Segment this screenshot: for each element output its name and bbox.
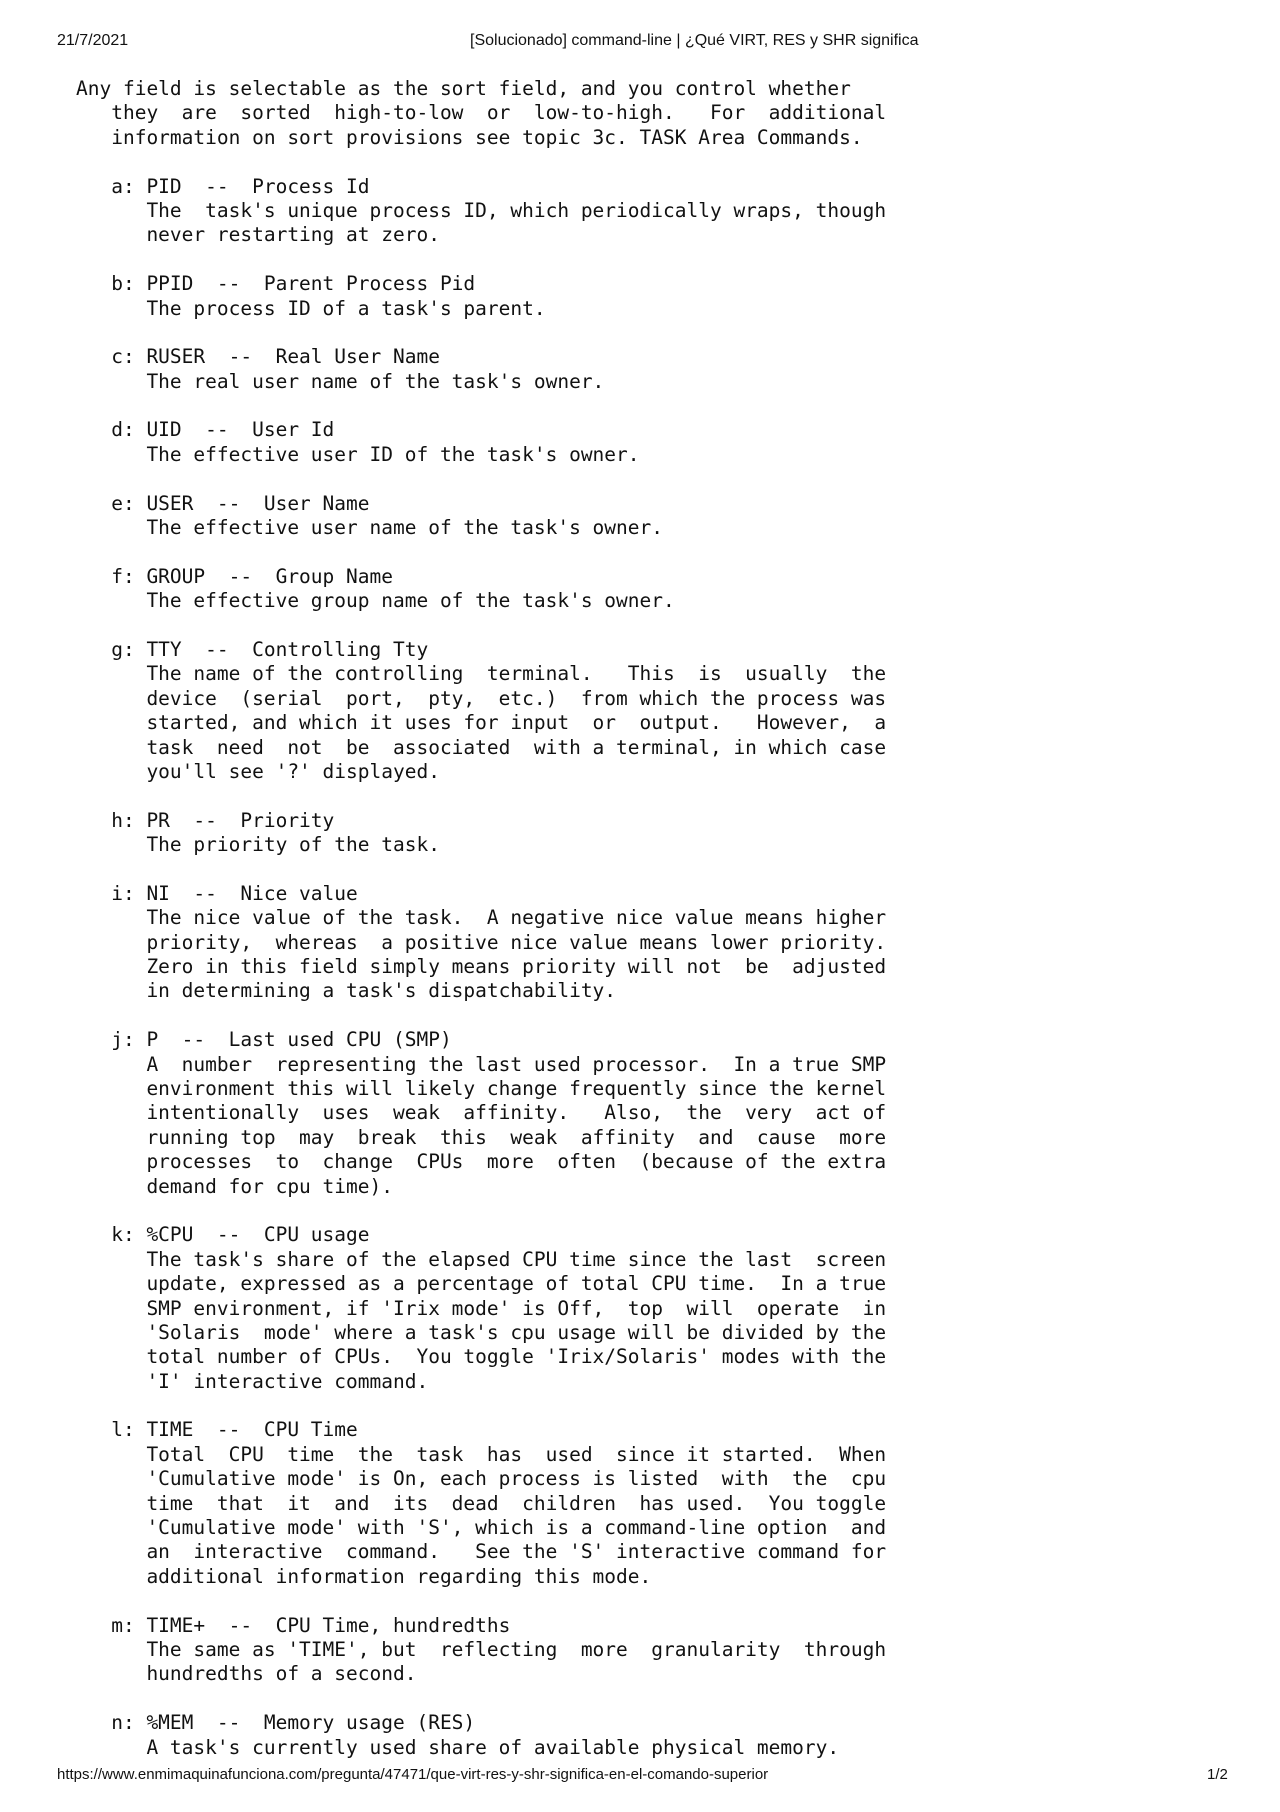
text-line: The name of the controlling terminal. This is usually the (76, 662, 887, 686)
text-line (76, 858, 886, 882)
text-line: The process ID of a task's parent. (76, 296, 546, 320)
text-line (76, 1687, 886, 1711)
text-line: update, expressed as a percentage of total CPU time. In a true (76, 1272, 887, 1296)
text-line: SMP environment, if 'Irix mode' is Off, top will operate in (76, 1296, 887, 1320)
text-line: 'Solaris mode' where a task's cpu usage will be divided by the (76, 1320, 887, 1344)
text-line: demand for cpu time). (76, 1174, 393, 1198)
text-line: f: GROUP -- Group Name (76, 564, 393, 588)
text-line: task need not be associated with a terminal, in which case (76, 735, 887, 759)
text-line: priority, whereas a positive nice value means lower priority. (76, 930, 887, 954)
text-line: hundredths of a second. (76, 1662, 417, 1686)
text-line (76, 150, 886, 174)
text-line (76, 321, 886, 345)
text-line: intentionally uses weak affinity. Also, the very act of (76, 1101, 887, 1125)
text-line: 'Cumulative mode' is On, each process is listed with the cpu (76, 1467, 887, 1491)
document-body (76, 77, 886, 1760)
text-line: h: PR -- Priority (76, 808, 335, 832)
text-line: j: P -- Last used CPU (SMP) (76, 1028, 452, 1052)
text-line: in determining a task's dispatchability. (76, 979, 617, 1003)
text-line (76, 467, 886, 491)
text-line: The nice value of the task. A negative nice value means higher (76, 906, 887, 930)
text-line: Total CPU time the task has used since it started. When (76, 1442, 887, 1466)
text-line (76, 1004, 886, 1028)
text-line: The same as 'TIME', but reflecting more granularity through (76, 1638, 887, 1661)
source-url: https://www.enmimaquinafunciona.com/pregunta/47471/que-virt-res-y-shr-significa-en-el-comando-superior (57, 1766, 769, 1783)
text-line: n: %MEM -- Memory usage (RES) (76, 1711, 476, 1735)
text-line (76, 1589, 886, 1613)
text-line: you'll see '?' displayed. (76, 759, 440, 783)
text-line: an interactive command. See the 'S' interactive command for (76, 1540, 887, 1564)
text-line: e: USER -- User Name (76, 491, 370, 515)
text-line: processes to change CPUs more often (because of the extra (76, 1150, 887, 1174)
page-title: [Solucionado] command-line | ¿Qué VIRT, RES y SHR significa (470, 32, 919, 49)
text-line: k: %CPU -- CPU usage (76, 1223, 370, 1247)
text-line: started, and which it uses for input or output. However, a (76, 711, 887, 735)
text-line: a: PID -- Process Id (76, 174, 370, 198)
text-line: g: TTY -- Controlling Tty (76, 637, 429, 661)
text-line: The real user name of the task's owner. (76, 369, 605, 393)
text-line (76, 614, 886, 638)
text-line: A number representing the last used processor. In a true SMP (76, 1052, 887, 1076)
text-line: device (serial port, pty, etc.) from which the process was (76, 686, 887, 710)
page-number: 1/2 (1207, 1766, 1228, 1783)
text-line: d: UID -- User Id (76, 418, 335, 442)
text-line: c: RUSER -- Real User Name (76, 345, 440, 369)
text-line: never restarting at zero. (76, 223, 440, 247)
text-line: additional information regarding this mode. (76, 1564, 652, 1588)
text-line: The task's unique process ID, which periodically wraps, though (76, 198, 887, 222)
text-line: The priority of the task. (76, 833, 440, 857)
text-line: Any field is selectable as the sort field, and you control whether (76, 77, 851, 100)
text-line: The effective user name of the task's owner. (76, 516, 663, 540)
text-line: The effective user ID of the task's owner. (76, 442, 640, 466)
text-line: The effective group name of the task's owner. (76, 589, 675, 613)
text-line (76, 394, 886, 418)
text-line: running top may break this weak affinity and cause more (76, 1125, 887, 1149)
text-line: b: PPID -- Parent Process Pid (76, 272, 476, 296)
text-line: environment this will likely change frequently since the kernel (76, 1077, 887, 1101)
text-line (76, 1199, 886, 1223)
print-date: 21/7/2021 (57, 32, 129, 49)
text-line: 'I' interactive command. (76, 1369, 429, 1393)
text-line: l: TIME -- CPU Time (76, 1418, 358, 1442)
text-line (76, 248, 886, 272)
text-line: i: NI -- Nice value (76, 881, 358, 905)
text-line: Zero in this field simply means priority will not be adjusted (76, 955, 887, 979)
text-line (76, 784, 886, 808)
text-line: time that it and its dead children has used. You toggle (76, 1491, 887, 1515)
text-line: m: TIME+ -- CPU Time, hundredths (76, 1613, 511, 1637)
text-line: information on sort provisions see topic 3c. TASK Area Commands. (76, 125, 863, 149)
text-line: they are sorted high-to-low or low-to-high. For additional (76, 101, 887, 125)
text-line (76, 1394, 886, 1418)
text-line: total number of CPUs. You toggle 'Irix/Solaris' modes with the (76, 1345, 887, 1369)
text-line: 'Cumulative mode' with 'S', which is a command-line option and (76, 1516, 887, 1540)
text-line (76, 540, 886, 564)
text-line: The task's share of the elapsed CPU time since the last screen (76, 1247, 887, 1271)
text-line: A task's currently used share of available physical memory. (76, 1735, 840, 1759)
